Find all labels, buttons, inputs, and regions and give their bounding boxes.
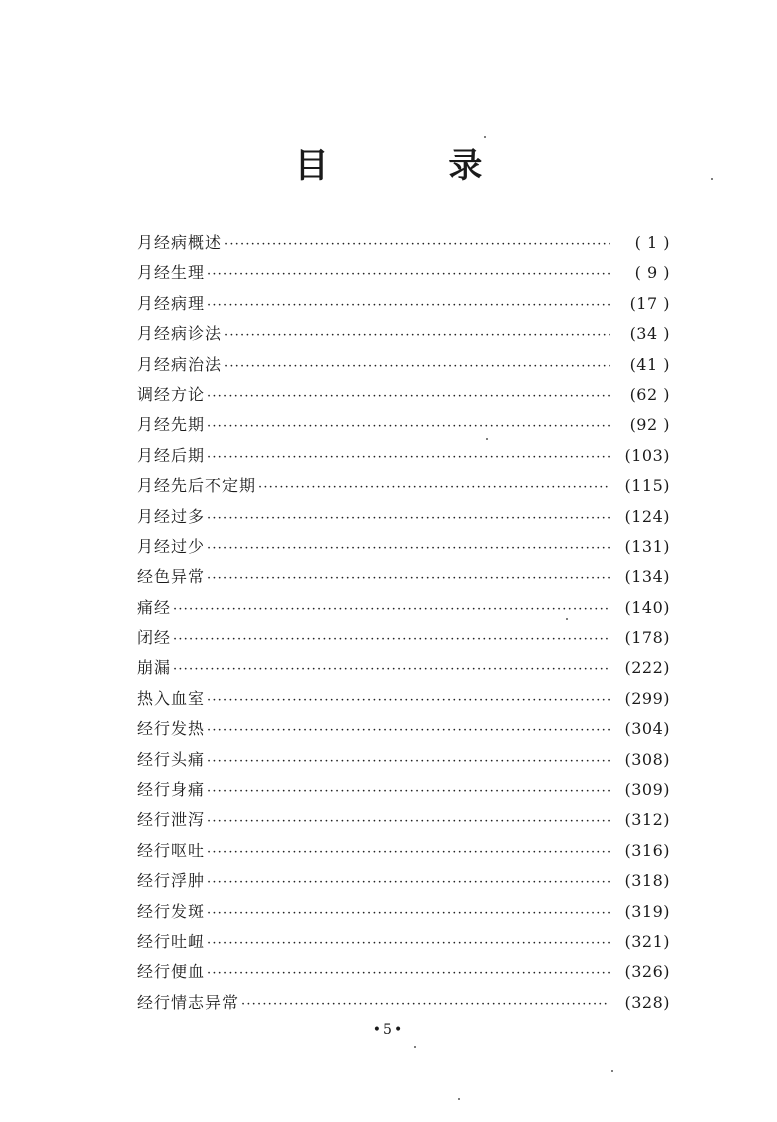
toc-entry-page: ( 9 ): [634, 263, 670, 283]
table-of-contents: [137, 228, 670, 1018]
toc-entry[interactable]: [137, 410, 670, 440]
toc-entry[interactable]: [137, 866, 670, 896]
toc-entry-label: 调经方论: [137, 384, 206, 404]
toc-entry[interactable]: [137, 228, 670, 258]
toc-entry[interactable]: [137, 289, 670, 319]
toc-entry-leader: [207, 504, 610, 534]
toc-entry[interactable]: [137, 653, 670, 683]
toc-entry-label: 月经病概述: [137, 233, 223, 252]
scan-speck: [414, 1046, 416, 1048]
toc-entry-label: 月经过多: [137, 506, 206, 526]
toc-entry-page: (178): [624, 628, 670, 648]
toc-entry-page: (17 ): [629, 293, 670, 313]
toc-entry-label: 月经后期: [137, 445, 206, 465]
toc-entry-label: 月经生理: [137, 263, 206, 283]
toc-entry-page: (326): [624, 962, 670, 982]
toc-entry-page: (134): [624, 567, 670, 587]
toc-entry-page: (319): [624, 901, 670, 921]
toc-entry[interactable]: [137, 623, 670, 653]
toc-entry[interactable]: [137, 532, 670, 562]
scan-speck: [611, 1070, 613, 1072]
toc-entry-label: 月经先期: [137, 415, 206, 435]
toc-entry[interactable]: [137, 380, 670, 410]
toc-entry-leader: [173, 655, 610, 685]
toc-entry[interactable]: [137, 593, 670, 623]
toc-entry-label: 经行浮肿: [137, 871, 206, 891]
toc-entry-label: 经色异常: [137, 567, 206, 587]
toc-entry[interactable]: [137, 897, 670, 927]
toc-entry-leader: [207, 686, 610, 716]
toc-entry-label: 经行发热: [137, 719, 206, 739]
toc-entry[interactable]: [137, 562, 670, 592]
scan-speck: [566, 618, 568, 620]
toc-entry-leader: [207, 747, 610, 777]
scan-speck: [711, 178, 713, 180]
toc-entry-leader: [224, 352, 610, 382]
toc-entry-page: (115): [624, 476, 670, 496]
toc-entry-page: (131): [624, 536, 670, 556]
toc-entry-page: (304): [624, 719, 670, 739]
toc-entry-leader: [207, 443, 610, 473]
scan-speck: [486, 438, 488, 440]
toc-entry[interactable]: [137, 258, 670, 288]
toc-entry-leader: [258, 473, 610, 503]
toc-entry-page: (103): [624, 445, 670, 465]
toc-entry-leader: [224, 230, 610, 260]
toc-entry-page: (309): [624, 780, 670, 800]
page-number: •5•: [372, 1022, 405, 1038]
toc-entry-label: 经行泄泻: [137, 810, 206, 830]
toc-entry-leader: [207, 534, 610, 564]
toc-entry-leader: [207, 777, 610, 807]
toc-entry-page: (318): [624, 871, 670, 891]
toc-entry-label: 经行便血: [137, 962, 206, 982]
toc-entry-page: (316): [624, 840, 670, 860]
toc-entry-page: (308): [624, 749, 670, 769]
toc-entry[interactable]: [137, 350, 670, 380]
toc-entry-page: (92 ): [629, 415, 670, 435]
toc-entry-label: 经行情志异常: [137, 992, 240, 1012]
toc-entry[interactable]: [137, 319, 670, 349]
toc-entry-page: (321): [624, 931, 670, 951]
toc-entry-leader: [207, 412, 610, 442]
toc-entry[interactable]: [137, 988, 670, 1018]
toc-entry[interactable]: [137, 805, 670, 835]
toc-entry-label: 月经病理: [137, 293, 206, 313]
toc-entry-leader: [173, 595, 610, 625]
toc-entry-label: 月经先后不定期: [137, 476, 257, 496]
toc-entry-page: (41 ): [629, 354, 670, 374]
toc-entry-leader: [207, 382, 610, 412]
toc-entry-page: (222): [624, 658, 670, 678]
toc-entry[interactable]: [137, 684, 670, 714]
toc-entry-leader: [241, 990, 610, 1020]
toc-entry[interactable]: [137, 957, 670, 987]
toc-entry-label: 经行呕吐: [137, 840, 206, 860]
toc-entry-leader: [224, 321, 610, 351]
toc-entry-leader: [207, 807, 610, 837]
toc-entry-leader: [207, 260, 610, 290]
toc-entry-page: (34 ): [629, 324, 670, 344]
toc-entry-page: (124): [624, 506, 670, 526]
toc-entry[interactable]: [137, 714, 670, 744]
toc-entry-page: (62 ): [629, 384, 670, 404]
toc-entry[interactable]: [137, 502, 670, 532]
toc-entry[interactable]: [137, 836, 670, 866]
toc-entry-label: 痛经: [137, 597, 172, 617]
toc-entry-page: ( 1 ): [634, 233, 670, 252]
toc-entry-label: 经行发斑: [137, 901, 206, 921]
toc-entry-label: 月经过少: [137, 536, 206, 556]
toc-entry-leader: [207, 929, 610, 959]
page-title: 目 录: [294, 146, 537, 186]
toc-entry-label: 热入血室: [137, 688, 206, 708]
toc-entry-leader: [207, 868, 610, 898]
toc-entry[interactable]: [137, 471, 670, 501]
toc-entry-label: 月经病诊法: [137, 324, 223, 344]
toc-entry-label: 闭经: [137, 628, 172, 648]
toc-entry[interactable]: [137, 745, 670, 775]
toc-entry-leader: [207, 716, 610, 746]
toc-entry-leader: [207, 564, 610, 594]
toc-entry-label: 经行吐衄: [137, 931, 206, 951]
toc-entry-leader: [173, 625, 610, 655]
toc-entry-leader: [207, 959, 610, 989]
toc-entry-leader: [207, 291, 610, 321]
toc-entry-page: (328): [624, 992, 670, 1012]
toc-entry[interactable]: [137, 927, 670, 957]
toc-entry-label: 经行头痛: [137, 749, 206, 769]
toc-entry-leader: [207, 838, 610, 868]
toc-entry[interactable]: [137, 775, 670, 805]
toc-entry-label: 经行身痛: [137, 780, 206, 800]
scan-speck: [484, 136, 486, 138]
toc-entry-page: (312): [624, 810, 670, 830]
toc-entry-leader: [207, 899, 610, 929]
toc-entry-label: 崩漏: [137, 658, 172, 678]
toc-entry-label: 月经病治法: [137, 354, 223, 374]
toc-entry-page: (299): [624, 688, 670, 708]
toc-entry-page: (140): [624, 597, 670, 617]
scan-speck: [458, 1098, 460, 1100]
toc-entry[interactable]: [137, 441, 670, 471]
